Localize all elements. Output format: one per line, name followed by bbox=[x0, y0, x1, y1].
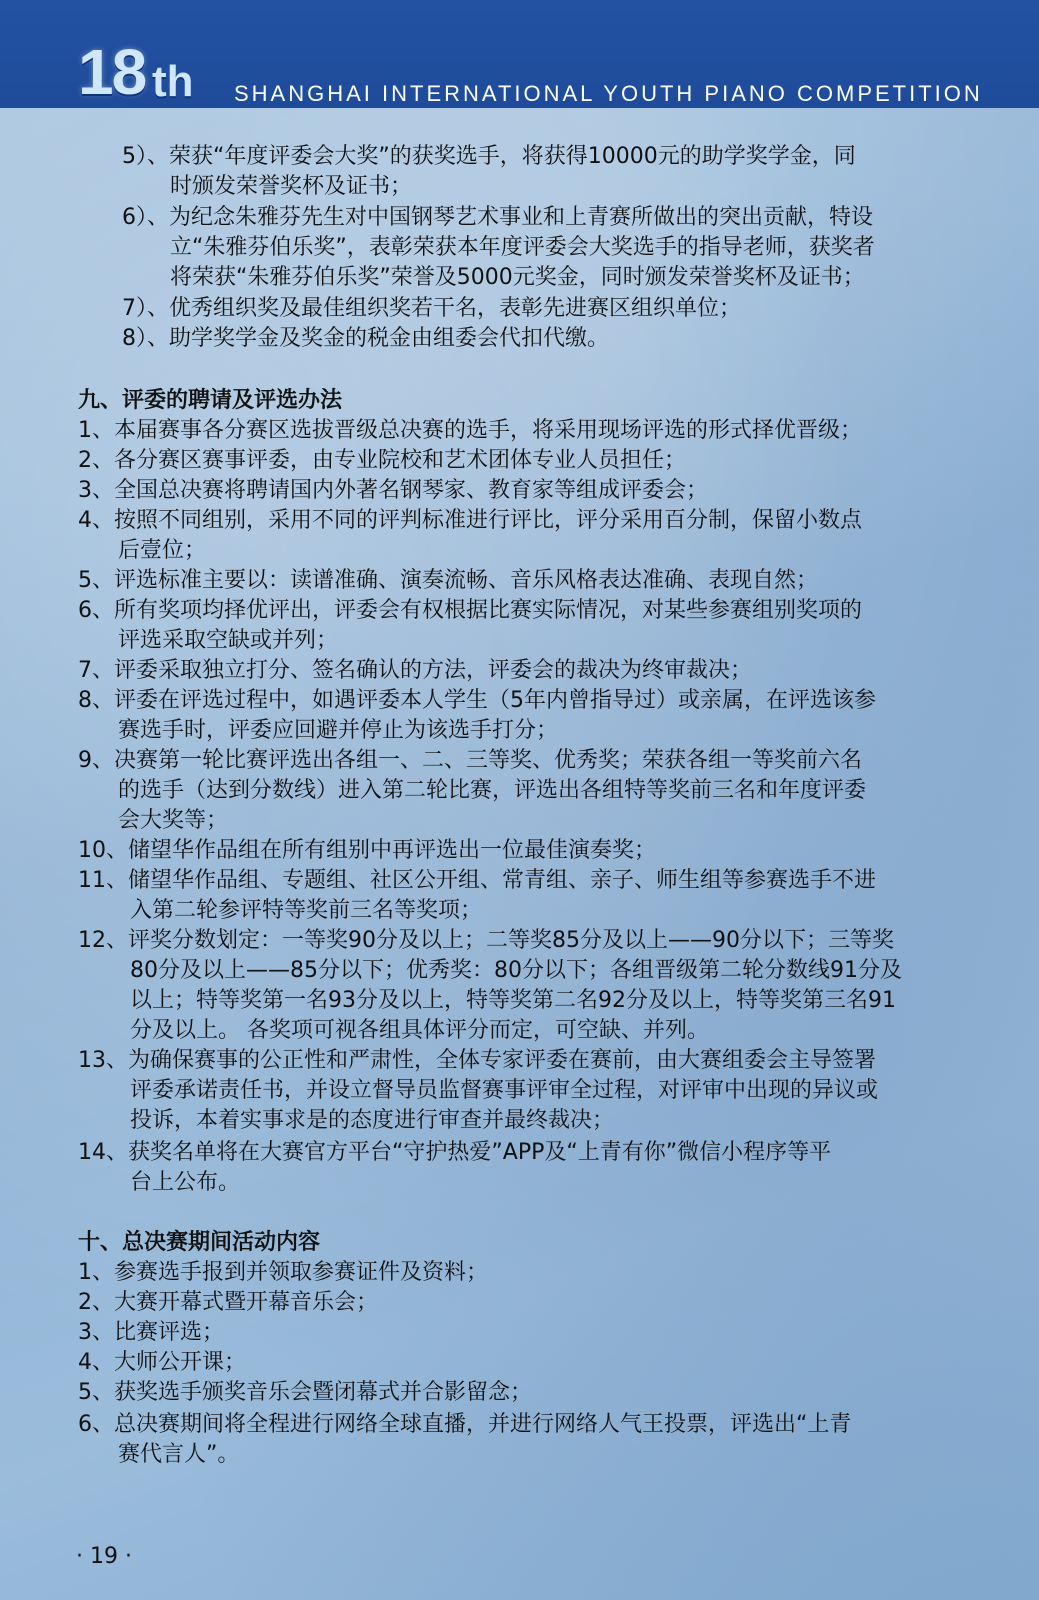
award-item-7: 7）、优秀组织奖及最佳组织奖若干名，表彰先进赛区组织单位； bbox=[122, 296, 741, 321]
rule-item-cont: 投诉，本着实事求是的态度进行审查并最终裁决； bbox=[130, 1108, 615, 1133]
award-item-8: 8）、助学奖学金及奖金的税金由组委会代扣代缴。 bbox=[122, 326, 609, 351]
rule-item-cont: 赛选手时，评委应回避并停止为该选手打分； bbox=[118, 718, 559, 743]
activity-item: 2、大赛开幕式暨开幕音乐会； bbox=[78, 1290, 378, 1315]
section-heading-9: 九、评委的聘请及评选办法 bbox=[78, 388, 343, 413]
rule-item-cont: 入第二轮参评特等奖前三名等奖项； bbox=[130, 898, 483, 923]
rule-item: 5、评选标准主要以：读谱准确、演奏流畅、音乐风格表达准确、表现自然； bbox=[78, 568, 818, 593]
award-item-6-cont: 立“朱雅芬伯乐奖”，表彰荣获本年度评委会大奖选手的指导老师，获奖者 bbox=[170, 235, 875, 260]
award-item-6: 6）、为纪念朱雅芬先生对中国钢琴艺术事业和上青赛所做出的突出贡献，特设 bbox=[122, 205, 873, 230]
rule-item-cont: 台上公布。 bbox=[130, 1170, 241, 1195]
activity-item: 1、参赛选手报到并领取参赛证件及资料； bbox=[78, 1260, 488, 1285]
rule-item: 8、评委在评选过程中，如遇评委本人学生（5年内曾指导过）或亲属，在评选该参 bbox=[78, 688, 876, 713]
award-item-6-cont: 将荣获“朱雅芬伯乐奖”荣誉及5000元奖金，同时颁发荣誉奖杯及证书； bbox=[170, 265, 865, 290]
edition-suffix: th bbox=[152, 57, 194, 106]
rule-item: 6、所有奖项均择优评出，评委会有权根据比赛实际情况，对某些参赛组别奖项的 bbox=[78, 598, 862, 623]
rule-item: 2、各分赛区赛事评委，由专业院校和艺术团体专业人员担任； bbox=[78, 448, 686, 473]
activity-item: 4、大师公开课； bbox=[78, 1350, 246, 1375]
rule-item: 4、按照不同组别，采用不同的评判标准进行评比，评分采用百分制，保留小数点 bbox=[78, 508, 862, 533]
rule-item: 14、获奖名单将在大赛官方平台“守护热爱”APP及“上青有你”微信小程序等平 bbox=[78, 1140, 832, 1165]
activity-item-cont: 赛代言人”。 bbox=[118, 1442, 240, 1467]
rule-item: 9、决赛第一轮比赛评选出各组一、二、三等奖、优秀奖；荣获各组一等奖前六名 bbox=[78, 748, 862, 773]
header-banner bbox=[0, 0, 1039, 108]
activity-item: 5、获奖选手颁奖音乐会暨闭幕式并合影留念； bbox=[78, 1380, 532, 1405]
rule-item-cont: 会大奖等； bbox=[118, 808, 229, 833]
rule-item: 12、评奖分数划定：一等奖90分及以上；二等奖85分及以上——90分以下；三等奖 bbox=[78, 928, 894, 953]
section-heading-10: 十、总决赛期间活动内容 bbox=[78, 1230, 321, 1255]
rule-item-cont: 以上；特等奖第一名93分及以上，特等奖第二名92分及以上，特等奖第三名91 bbox=[130, 988, 896, 1013]
page-number: · 19 · bbox=[76, 1544, 132, 1569]
rule-item-cont: 80分及以上——85分以下；优秀奖：80分以下；各组晋级第二轮分数线91分及 bbox=[130, 958, 902, 983]
rule-item: 11、储望华作品组、专题组、社区公开组、常青组、亲子、师生组等参赛选手不进 bbox=[78, 868, 876, 893]
rule-item-cont: 评委承诺责任书，并设立督导员监督赛事评审全过程，对评审中出现的异议或 bbox=[130, 1078, 879, 1103]
edition-number: 18 bbox=[78, 36, 146, 108]
rule-item: 10、储望华作品组在所有组别中再评选出一位最佳演奏奖； bbox=[78, 838, 656, 863]
award-item-5-cont: 时颁发荣誉奖杯及证书； bbox=[170, 174, 413, 199]
rule-item-cont: 评选采取空缺或并列； bbox=[118, 628, 339, 653]
award-item-5: 5）、荣获“年度评委会大奖”的获奖选手，将获得10000元的助学奖学金，同 bbox=[122, 144, 856, 169]
rule-item: 3、全国总决赛将聘请国内外著名钢琴家、教育家等组成评委会； bbox=[78, 478, 708, 503]
rule-item-cont: 后壹位； bbox=[118, 538, 207, 563]
competition-title: SHANGHAI INTERNATIONAL YOUTH PIANO COMPETITION bbox=[234, 81, 983, 106]
rule-item: 7、评委采取独立打分、签名确认的方法，评委会的裁决为终审裁决； bbox=[78, 658, 752, 683]
rule-item-cont: 的选手（达到分数线）进入第二轮比赛，评选出各组特等奖前三名和年度评委 bbox=[118, 778, 867, 803]
rule-item-cont: 分及以上。 各奖项可视各组具体评分而定，可空缺、并列。 bbox=[130, 1018, 709, 1043]
activity-item: 3、比赛评选； bbox=[78, 1320, 224, 1345]
activity-item: 6、总决赛期间将全程进行网络全球直播，并进行网络人气王投票，评选出“上青 bbox=[78, 1412, 852, 1437]
rule-item: 13、为确保赛事的公正性和严肃性，全体专家评委在赛前，由大赛组委会主导签署 bbox=[78, 1048, 876, 1073]
rule-item: 1、本届赛事各分赛区选拔晋级总决赛的选手，将采用现场评选的形式择优晋级； bbox=[78, 418, 862, 443]
